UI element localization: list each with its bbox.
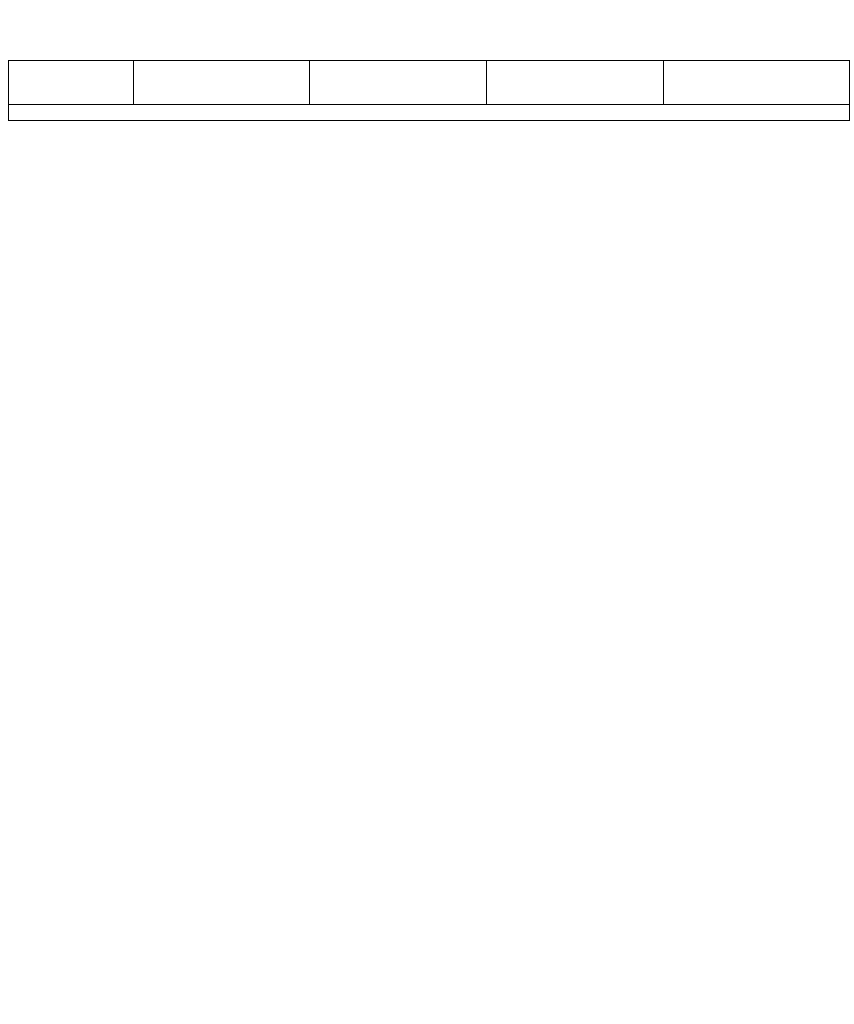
- column-header: [487, 61, 664, 105]
- operating-results-table: [8, 60, 850, 121]
- column-header: [664, 61, 850, 105]
- header-corner: [9, 61, 134, 105]
- unit-corner: [9, 105, 134, 121]
- column-header: [310, 61, 487, 105]
- column-header: [134, 61, 310, 105]
